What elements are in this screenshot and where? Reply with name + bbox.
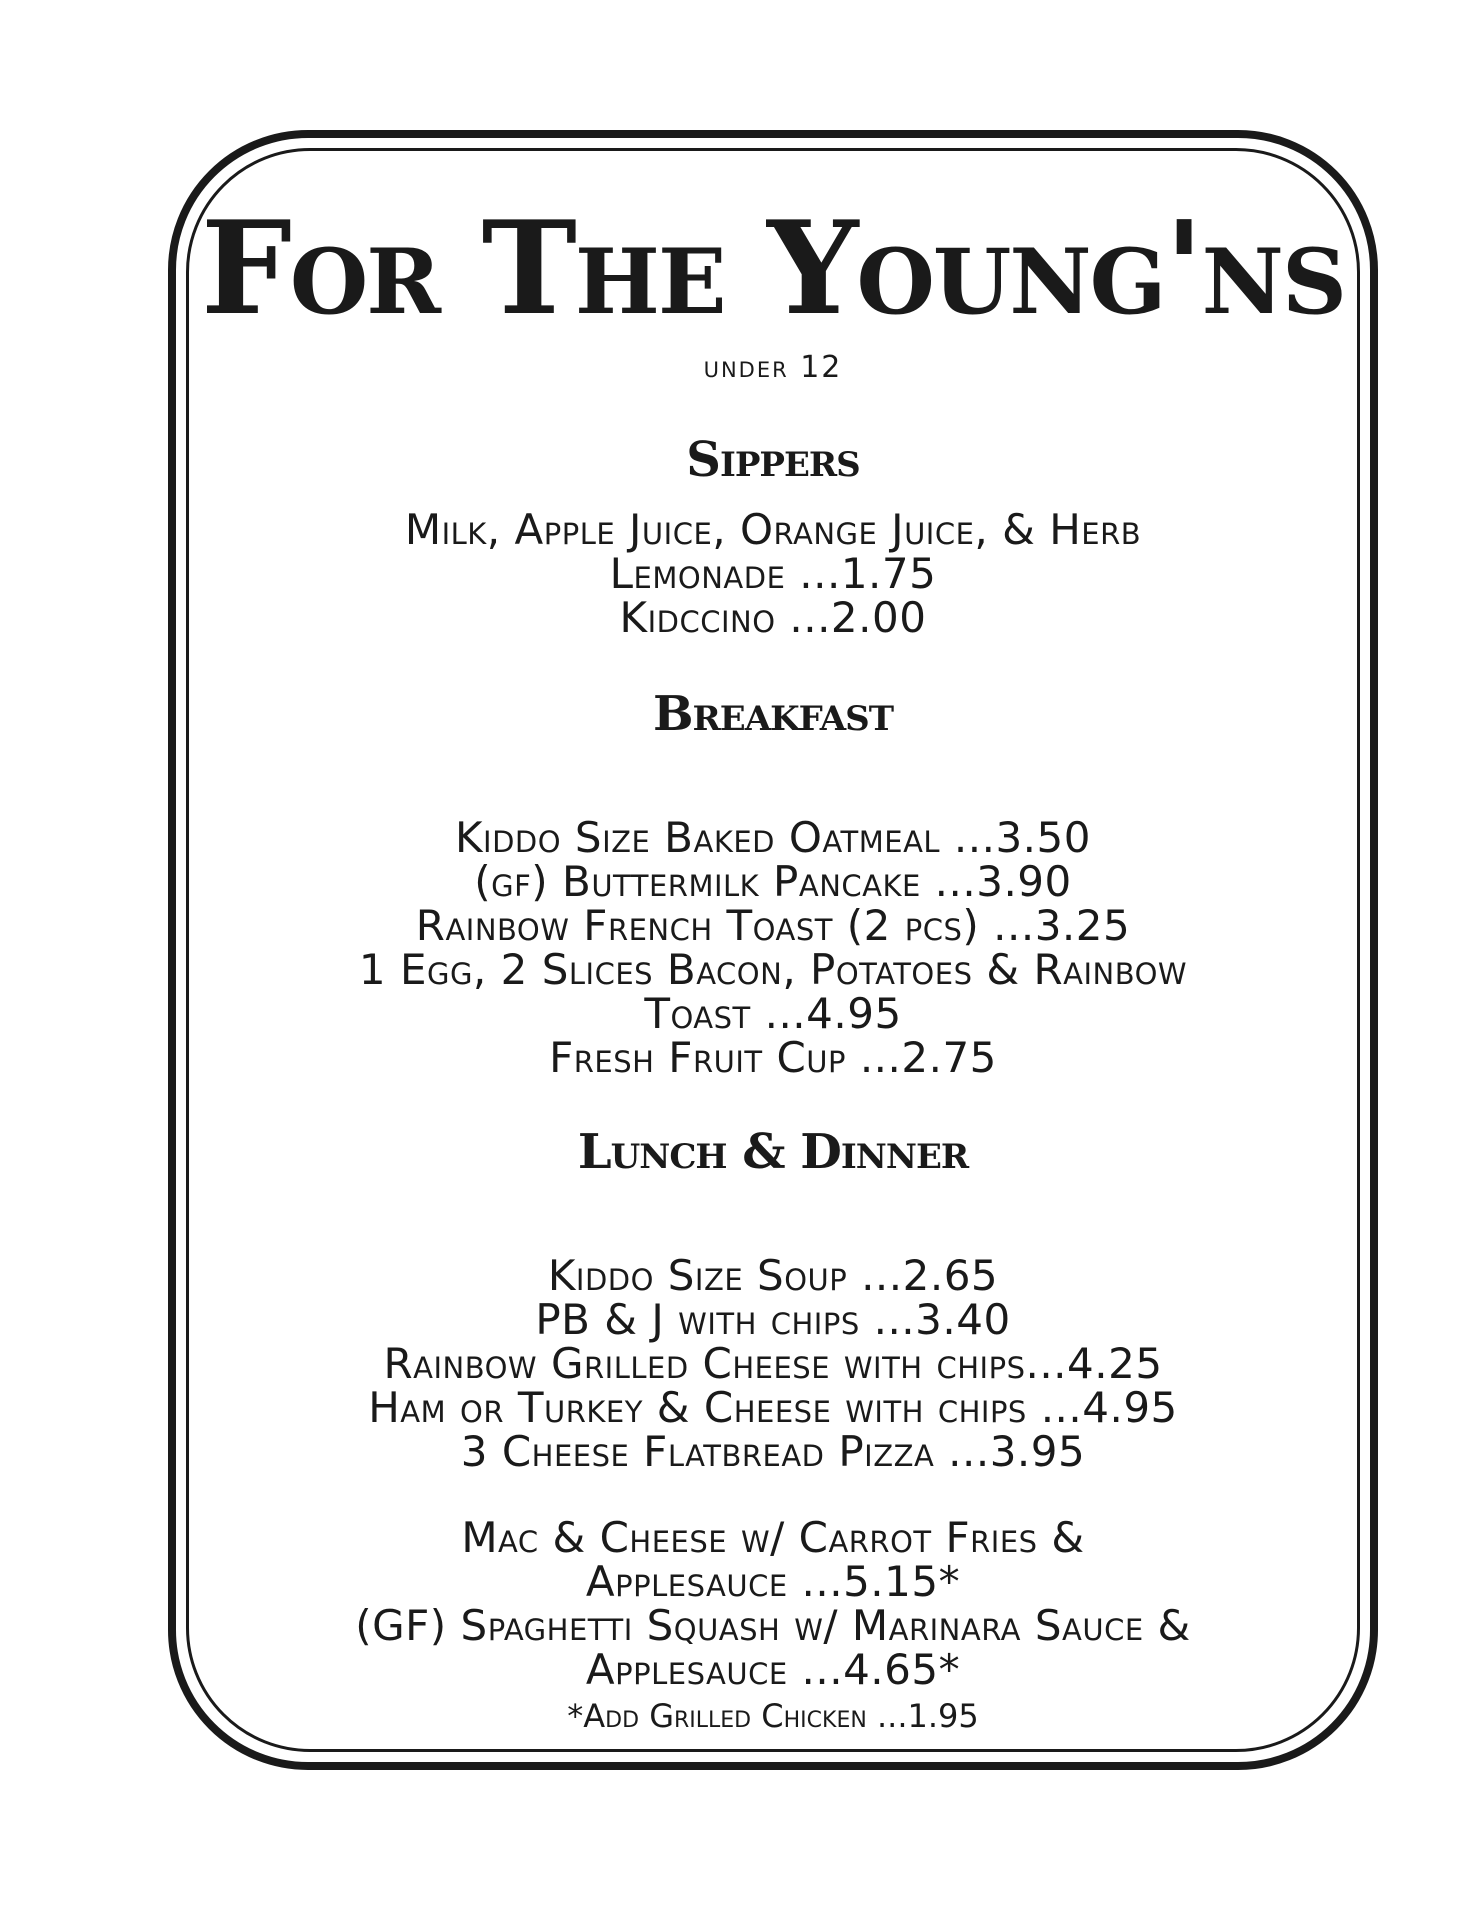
menu-item: Applesauce ...5.15*	[585, 1557, 961, 1606]
lunch-dinner-entrees	[200, 1513, 1346, 1694]
section-heading-sippers: Sippers	[686, 432, 860, 488]
menu-item: Milk, Apple Juice, Orange Juice, & Herb	[404, 505, 1142, 554]
menu-item: Rainbow French Toast (2 pcs) ...3.25	[415, 901, 1131, 950]
menu-item: 1 Egg, 2 Slices Bacon, Potatoes & Rainbow	[358, 945, 1188, 994]
menu-item: Lemonade ...1.75	[609, 549, 937, 598]
breakfast-items	[200, 813, 1346, 1082]
menu-item: 3 Cheese Flatbread Pizza ...3.95	[460, 1427, 1086, 1476]
section-heading-lunch-dinner: Lunch & Dinner	[577, 1124, 969, 1180]
sippers-items	[200, 505, 1346, 642]
menu-subtitle: under 12	[703, 350, 843, 385]
add-on-note: *Add Grilled Chicken ...1.95	[567, 1697, 979, 1735]
menu-item: Kidccino ...2.00	[619, 593, 927, 642]
section-heading-breakfast: Breakfast	[652, 686, 894, 742]
kids-menu	[200, 190, 1346, 1736]
menu-item: Rainbow Grilled Cheese with chips...4.25	[383, 1339, 1163, 1388]
lunch-dinner-items	[200, 1251, 1346, 1476]
menu-item: (GF) Spaghetti Squash w/ Marinara Sauce &	[355, 1601, 1191, 1650]
menu-item: Toast ...4.95	[644, 989, 902, 1038]
menu-item: Fresh Fruit Cup ...2.75	[549, 1033, 997, 1082]
menu-title: For The Young'ns	[201, 194, 1345, 344]
menu-item: Kiddo Size Baked Oatmeal ...3.50	[455, 813, 1091, 862]
menu-item: Kiddo Size Soup ...2.65	[547, 1251, 999, 1300]
menu-item: PB & J with chips ...3.40	[535, 1295, 1011, 1344]
menu-item: (gf) Buttermilk Pancake ...3.90	[474, 857, 1072, 906]
menu-item: Ham or Turkey & Cheese with chips ...4.95	[368, 1383, 1178, 1432]
menu-item: Mac & Cheese w/ Carrot Fries &	[461, 1513, 1085, 1562]
menu-item: Applesauce ...4.65*	[585, 1645, 961, 1694]
